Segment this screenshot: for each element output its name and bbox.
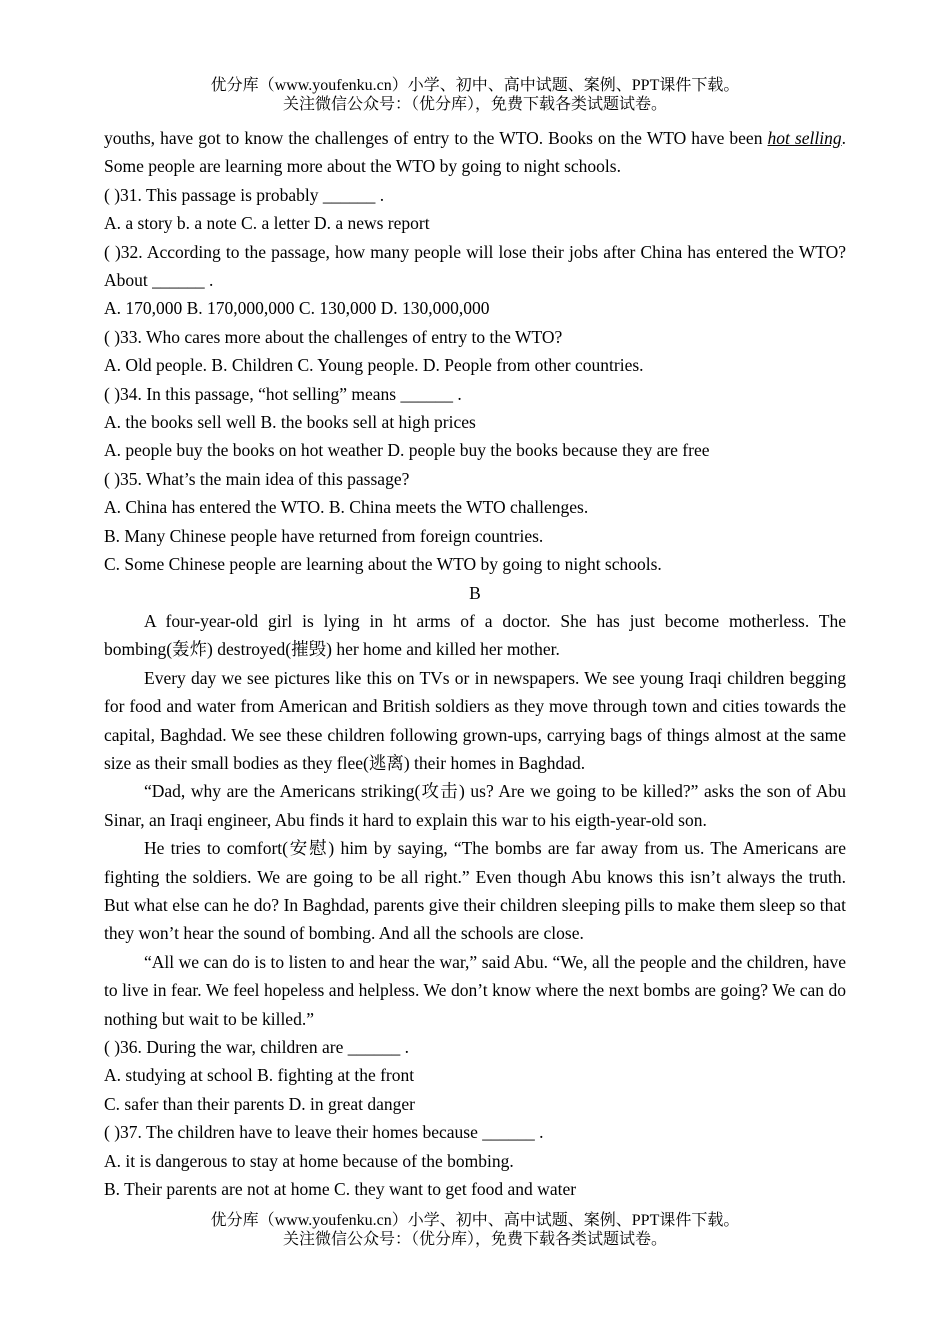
intro-paragraph — [104, 124, 846, 181]
question-37: ( )37. The children have to leave their homes because ______ . — [104, 1122, 544, 1143]
document-body — [104, 124, 846, 1203]
question-34-options-cd: A. people buy the books on hot weather D. people buy the books because they are free — [104, 440, 710, 461]
question-37-option-a: A. it is dangerous to stay at home because of the bombing. — [104, 1150, 514, 1171]
section-b-heading: B — [469, 582, 481, 603]
intro-text-after: . Some people are learning more about the WTO by going to night schools. — [104, 128, 847, 177]
question-34: ( )34. In this passage, “hot selling” means ______ . — [104, 383, 462, 404]
page-footer — [0, 1211, 950, 1249]
passage-b-paragraph-4: He tries to comfort(安慰) him by saying, “The bombs are far away from us. The Americans are fighting the soldiers. We are going to be all right.” Even though Abu knows this isn’t always the truth. But what else can he do? In Baghdad, parents give their children sleeping pills to make them sleep so that they won’t hear the sound of bombing. And all the schools are close. — [104, 838, 846, 944]
header-line-1: 优分库（www.youfenku.cn）小学、初中、高中试题、案例、PPT课件下载。 — [210, 77, 740, 94]
question-34-options-ab: A. the books sell well B. the books sell at high prices — [104, 412, 476, 433]
page-header — [0, 76, 950, 114]
question-36: ( )36. During the war, children are ______ . — [104, 1037, 409, 1057]
question-36-options-cd: C. safer than their parents D. in great danger — [104, 1093, 415, 1114]
hot-selling-term: hot selling — [767, 128, 842, 148]
header-line-2: 关注微信公众号：（优分库），免费下载各类试题试卷。 — [282, 96, 667, 113]
question-33-options: A. Old people. B. Children C. Young people. D. People from other countries. — [104, 355, 644, 376]
question-31-options: A. a story b. a note C. a letter D. a news report — [104, 213, 430, 234]
passage-b-paragraph-3: “Dad, why are the Americans striking(攻击) us? Are we going to be killed?” asks the son of Abu Sinar, an Iraqi engineer, Abu finds it hard to explain this war to his eigth-year-old son. — [104, 781, 846, 830]
question-32-options: A. 170,000 B. 170,000,000 C. 130,000 D. 130,000,000 — [104, 298, 490, 319]
question-36-options-ab: A. studying at school B. fighting at the front — [104, 1065, 415, 1086]
intro-text-before: youths, have got to know the challenges of entry to the WTO. Books on the WTO have been — [104, 128, 768, 148]
question-35-options-ab: A. China has entered the WTO. B. China meets the WTO challenges. — [104, 497, 589, 518]
question-32: ( )32. According to the passage, how many people will lose their jobs after China has entered the WTO? About ______ . — [104, 241, 846, 291]
passage-b-paragraph-5: “All we can do is to listen to and hear the war,” said Abu. “We, all the people and the children, have to live in fear. We feel hopeless and helpless. We don’t know where the next bombs are going? We can do nothing but wait to be killed.” — [104, 951, 846, 1029]
question-35-option-c: B. Many Chinese people have returned from foreign countries. — [104, 525, 544, 546]
question-37-options-bc: B. Their parents are not at home C. they want to get food and water — [104, 1179, 577, 1200]
question-35: ( )35. What’s the main idea of this passage? — [104, 468, 410, 489]
footer-line-1: 优分库（www.youfenku.cn）小学、初中、高中试题、案例、PPT课件下载。 — [210, 1212, 740, 1229]
passage-b-paragraph-2: Every day we see pictures like this on TVs or in newspapers. We see young Iraqi children begging for food and water from American and British soldiers as they move through town and cities towards the capital, Baghdad. We see these children following grown-ups, carrying bags of things almost at the same size as their small bodies as they flee(逃离) their homes in Baghdad. — [104, 667, 846, 773]
question-35-option-d: C. Some Chinese people are learning about the WTO by going to night schools. — [104, 554, 662, 575]
question-31: ( )31. This passage is probably ______ . — [104, 184, 385, 205]
footer-line-2: 关注微信公众号：（优分库），免费下载各类试题试卷。 — [282, 1231, 667, 1248]
question-33: ( )33. Who cares more about the challenges of entry to the WTO? — [104, 326, 563, 347]
passage-b-paragraph-1: A four-year-old girl is lying in ht arms of a doctor. She has just become motherless. The bombing(轰炸) destroyed(摧毁) her home and killed her mother. — [104, 610, 846, 660]
